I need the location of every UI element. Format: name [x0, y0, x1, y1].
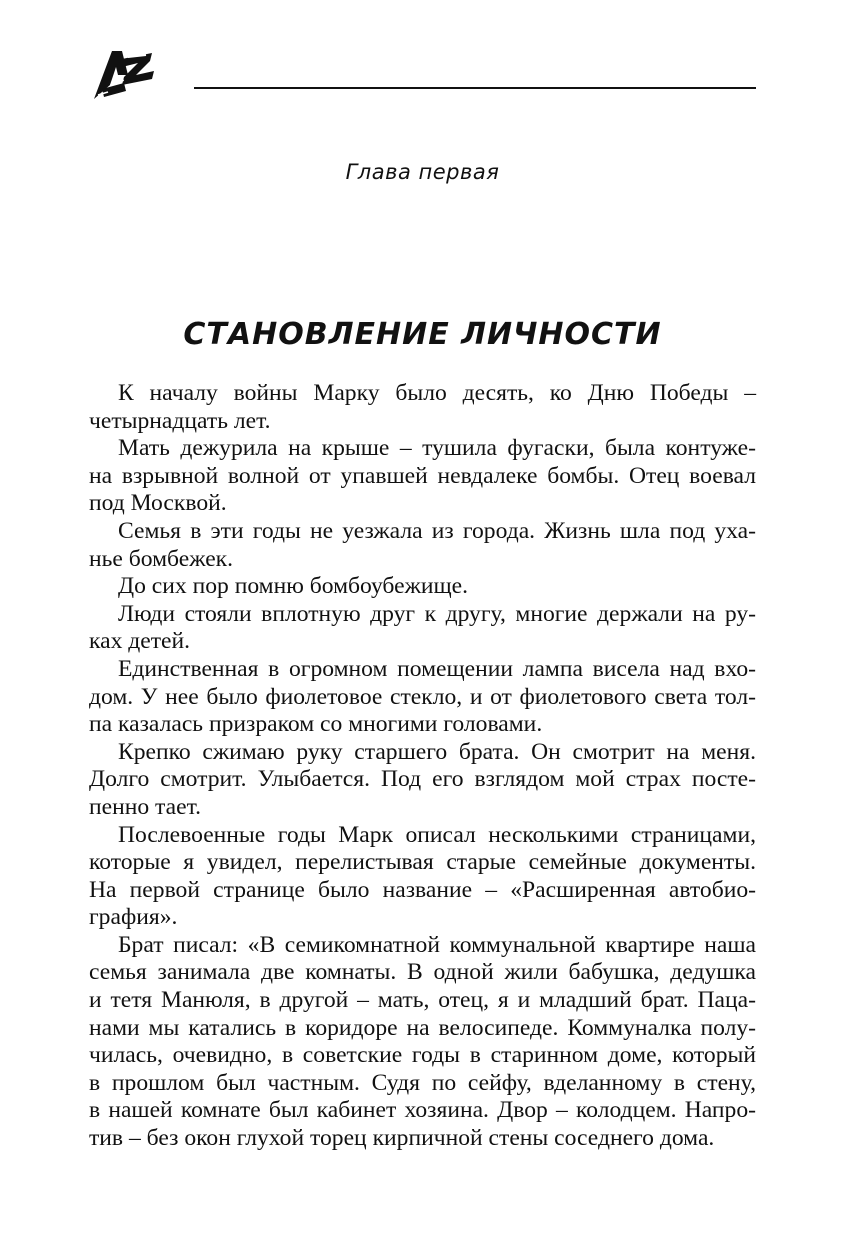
paragraph — [89, 518, 756, 573]
text-line: которые я увидел, перелистывая старые семейные документы. — [89, 849, 756, 876]
paragraph — [89, 435, 756, 518]
text-line: на взрывной волной от упавшей невдалеке бомбы. Отец воевал — [89, 462, 756, 489]
text-line: Крепко сжимаю руку старшего брата. Он смотрит на меня. — [118, 738, 756, 765]
text-line: чилась, очевидно, в советские годы в старинном доме, который — [89, 1042, 756, 1069]
text-line: Мать дежурила на крыше – тушила фугаски, была контуже- — [118, 435, 756, 462]
publisher-az-logo-icon — [88, 45, 158, 105]
text-line: четырнадцать лет. — [89, 407, 271, 434]
text-line: нами мы катались в коридоре на велосипеде. Коммуналка полу- — [89, 1014, 756, 1041]
paragraph — [89, 932, 756, 1153]
text-line: Единственная в огромном помещении лампа висела над вхо- — [118, 655, 756, 682]
paragraph — [89, 739, 756, 822]
chapter-title: СТАНОВЛЕНИЕ ЛИЧНОСТИ — [183, 317, 662, 352]
text-line: Долго смотрит. Улыбается. Под его взглядом мой страх посте- — [89, 766, 756, 793]
paragraph — [89, 822, 756, 932]
body-text — [89, 380, 756, 1153]
text-line: На первой странице было название – «Расширенная автобио- — [89, 876, 756, 903]
chapter-label: Глава первая — [345, 160, 500, 184]
paragraph — [89, 573, 756, 601]
text-line: дом. У нее было фиолетовое стекло, и от фиолетового света тол- — [89, 683, 756, 710]
text-line: Люди стояли вплотную друг к другу, многие держали на ру- — [118, 600, 756, 627]
text-line: нье бомбежек. — [89, 545, 234, 572]
paragraph — [89, 601, 756, 656]
text-line: под Москвой. — [89, 490, 227, 517]
text-line: тив – без окон глухой торец кирпичной стены соседнего дома. — [89, 1125, 715, 1152]
text-line: семья занимала две комнаты. В одной жили бабушка, дедушка — [89, 959, 756, 986]
text-line: К началу войны Марку было десять, ко Дню Победы – — [118, 380, 756, 406]
paragraph — [89, 380, 756, 435]
text-line: ках детей. — [89, 628, 191, 655]
text-line: До сих пор помню бомбоубежище. — [118, 573, 469, 600]
text-line: графия». — [89, 904, 178, 931]
text-line: в прошлом был частным. Судя по сейфу, вделанному в стену, — [89, 1069, 756, 1096]
header-rule — [194, 87, 756, 89]
text-line: в нашей комнате был кабинет хозяина. Двор – колодцем. Напро- — [89, 1097, 756, 1124]
text-line: Семья в эти годы не уезжала из города. Жизнь шла под уха- — [118, 517, 756, 544]
paragraph — [89, 656, 756, 739]
text-line: па казалась призраком со многими головами. — [89, 711, 543, 738]
text-line: Послевоенные годы Марк описал несколькими страницами, — [118, 821, 756, 848]
text-line: пенно тает. — [89, 793, 202, 820]
text-line: и тетя Манюля, в другой – мать, отец, я и младший брат. Паца- — [89, 987, 756, 1014]
text-line: Брат писал: «В семикомнатной коммунальной квартире наша — [118, 931, 756, 958]
